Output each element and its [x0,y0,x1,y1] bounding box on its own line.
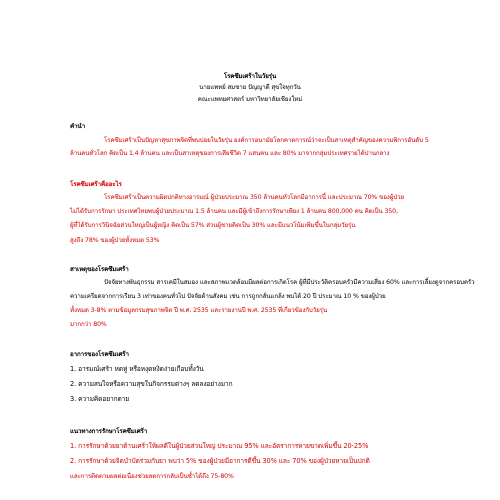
section-heading: อาการของโรคซึมเศร้า [70,351,129,358]
list-item: 2. การรักษาด้วยจิตบำบัดร่วมกับยา พบว่า 5% ของผู้ป่วยมีอาการดีขึ้น 30% และ 70% ของผู้ป่วยหายเป็นปกติ [70,457,370,465]
section-paragraph-line: ทั้งหมด 3-8% ตามข้อมูลกรมสุขภาพจิต ปี พ.ศ. 2535 และรายงานปี พ.ศ. 2535 ที่เกี่ยวข้องกับวัยรุ่น [70,307,327,314]
section-paragraph-line: ไม่ได้รับการรักษา ประเทศไทยพบผู้ป่วยประมาณ 1.5 ล้านคน และมีผู้เข้าถึงการรักษาเพียง 1 ล้านคน 800,000 คน คิดเป็น 350, [70,208,398,215]
section-heading: สาเหตุของโรคซึมเศร้า [70,266,129,273]
intro-heading: คำนำ [70,123,86,130]
intro-paragraph-line: โรคซึมเศร้าเป็นปัญหาสุขภาพจิตที่พบบ่อยในวัยรุ่น องค์การอนามัยโลกคาดการณ์ว่าจะเป็นสาเหตุสำคัญของความพิการอันดับ 5 [104,137,429,144]
section-paragraph-line: ปัจจัยทางพันธุกรรม สารเคมีในสมอง และสภาพแวดล้อมมีผลต่อการเกิดโรค ผู้ที่มีประวัติครอบครัวมีความเสี่ยง 60% และการเลี้ยงดูจากครอบครัว [104,279,475,286]
section-paragraph-line: โรคซึมเศร้าเป็นความผิดปกติทางอารมณ์ ผู้ป่วยประมาณ 350 ล้านคนทั่วโลกมีอาการนี้ และประมาณ 70% ของผู้ป่วย [104,194,404,201]
list-item: 1. อารมณ์เศร้า หดหู่ หรือหงุดหงิดง่ายเกือบทั้งวัน [70,365,204,373]
intro-paragraph-line: ล้านคนทั่วโลก คิดเป็น 1.4 ล้านคน และเป็นสาเหตุของการเสียชีวิต 7 แสนคน และ 80% มาจากกลุ่มประเทศรายได้ปานกลาง [70,150,390,157]
section-paragraph-line: ความเครียดจากการเรียน 3 เท่าของคนทั่วไป ปัจจัยด้านสังคม เช่น การถูกกลั่นแกล้ง พบได้ 20 ปี ประมาณ 10 % ของผู้ป่วย [70,293,386,300]
section-heading: โรคซึมเศร้าคืออะไร [70,181,122,188]
affiliation-line: คณะแพทยศาสตร์ มหาวิทยาลัยเชียงใหม่ [197,96,303,103]
list-item: และการติดตามผลต่อเนื่องช่วยลดการกลับเป็นซ้ำได้ถึง 75-80% [70,473,234,480]
section-heading: แนวทางการรักษาโรคซึมเศร้า [70,428,148,435]
document-title: โรคซึมเศร้าในวัยรุ่น [223,73,277,80]
section-paragraph-line: ผู้ที่ได้รับการวินิจฉัยส่วนใหญ่เป็นผู้หญิง คิดเป็น 57% ส่วนผู้ชายคิดเป็น 30% และมีแนวโน้มเพิ่มขึ้นในกลุ่มวัยรุ่น [70,222,356,229]
list-item: 2. ความสนใจหรือความสุขในกิจกรรมต่างๆ ลดลงอย่างมาก [70,380,233,388]
section-paragraph-line: มากกว่า 80% [70,321,107,328]
author-line: นายแพทย์ สมชาย ปัญญาดี สุขใจทุกวัน [199,84,301,91]
section-paragraph-line: สูงถึง 78% ของผู้ป่วยทั้งหมด 53% [70,237,160,244]
list-item: 1. การรักษาด้วยยาต้านเศร้าให้ผลดีในผู้ป่วยส่วนใหญ่ ประมาณ 95% และอัตราการหายขาดเพิ่มขึ้น 20-25% [70,442,369,450]
list-item: 3. ความคิดอยากตาย [70,395,130,403]
